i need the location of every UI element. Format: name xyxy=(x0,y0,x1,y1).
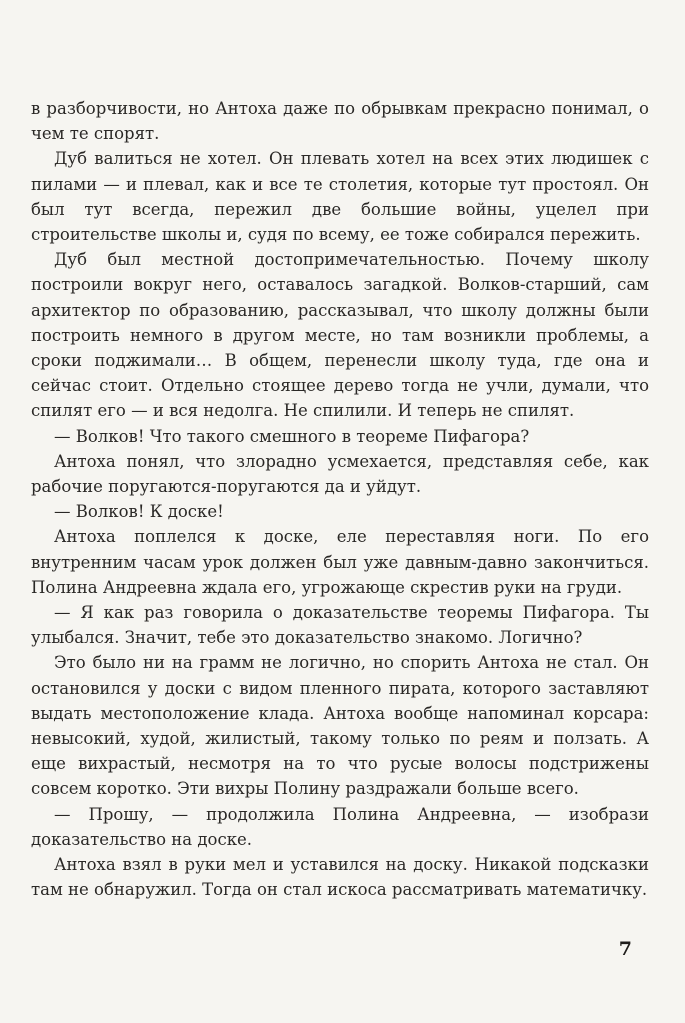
paragraph: Антоха взял в руки мел и уставился на доску. Никакой подсказки там не обнаружил. Тогда он стал искоса рассматривать математичку. xyxy=(31,855,649,900)
paragraph: — Прошу, — продолжила Полина Андреевна, — изобрази доказательство на доске. xyxy=(31,804,649,849)
paragraph: в разборчивости, но Антоха даже по обрывкам прекрасно понимал, о чем те спорят. xyxy=(31,99,649,144)
paragraph: Дуб был местной достопримечательностью. Почему школу построили вокруг него, оставалось загадкой. Волков-старший, сам архитектор по образованию, рассказывал, что школу должны были построить немного в другом месте, но там возникли проблемы, а сроки поджимали… В общем, перенесли школу туда, где она и сейчас стоит. Отдельно стоящее дерево тогда не учли, думали, что спилят его — и вся недолга. Не спилили. И теперь не спилят. xyxy=(31,250,649,421)
paragraph: — Волков! Что такого смешного в теореме Пифагора? xyxy=(54,426,530,446)
paragraph: Антоха понял, что злорадно усмехается, представляя себе, как рабочие поругаются-поругаются да и уйдут. xyxy=(31,451,649,497)
paragraph: Дуб валиться не хотел. Он плевать хотел на всех этих людишек с пилами — и плевал, как и все те столетия, которые тут простоял. Он был тут всегда, пережил две большие войны, уцелел при строительстве школы и, судя по всему, ее тоже собирался пережить. xyxy=(31,149,649,245)
page-number: 7 xyxy=(618,938,632,960)
paragraph: Антоха поплелся к доске, еле переставляя ноги. По его внутренним часам урок должен был уже давным-давно закончиться. Полина Андреевна ждала его, угрожающе скрестив руки на груди. xyxy=(31,527,649,597)
paragraph: — Я как раз говорила о доказательстве теоремы Пифагора. Ты улыбался. Значит, тебе это доказательство знакомо. Логично? xyxy=(31,603,649,648)
body-text xyxy=(31,96,649,903)
paragraph: — Волков! К доске! xyxy=(54,502,224,522)
paragraph: Это было ни на грамм не логично, но спорить Антоха не стал. Он остановился у доски с видом пленного пирата, которого заставляют выдать местоположение клада. Антоха вообще напоминал корсара: невысокий, худой, жилистый, такому только по реям и ползать. А еще вихрастый, несмотря на то что русые волосы подстрижены совсем коротко. Эти вихры Полину раздражали больше всего. xyxy=(31,653,649,799)
